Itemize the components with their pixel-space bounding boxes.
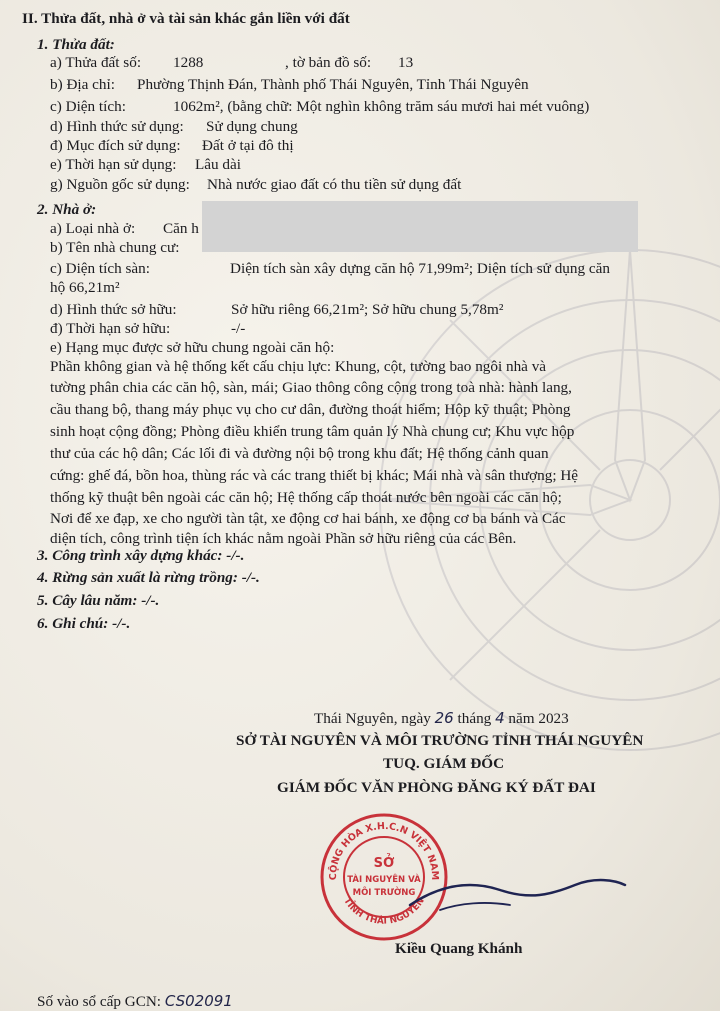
other-construction: 3. Công trình xây dựng khác: -/-. [37, 547, 245, 564]
authority-title: SỞ TÀI NGUYÊN VÀ MÔI TRƯỜNG TỈNH THÁI NGUYÊN [236, 732, 644, 749]
handwritten-signature [400, 855, 630, 935]
purpose-label: đ) Mục đích sử dụng: [50, 137, 181, 154]
term-label: e) Thời hạn sử dụng: [50, 156, 177, 173]
stamp-center-2: TÀI NGUYÊN VÀ [347, 875, 421, 885]
common-items-line: cầu thang bộ, thang máy phục vụ cho cư dân, đường thoát hiểm; Hộp kỹ thuật; Phòng [50, 401, 571, 418]
house-heading: 2. Nhà ở: [37, 201, 97, 218]
stamp-bottom-text: TỈNH THÁI NGUYÊN [341, 896, 427, 927]
place-date-prefix: Thái Nguyên, ngày [314, 710, 431, 727]
signer-title: GIÁM ĐỐC VĂN PHÒNG ĐĂNG KÝ ĐẤT ĐAI [277, 779, 596, 796]
purpose-value: Đất ở tại đô thị [202, 137, 294, 154]
ownership-label: d) Hình thức sở hữu: [50, 301, 177, 318]
ownership-term-label: đ) Thời hạn sở hữu: [50, 320, 171, 337]
house-type-value: Căn h [163, 220, 199, 237]
common-items-line: thư của các hộ dân; Các lối đi và đường nội bộ trong khu đất; Hệ thống cảnh quan [50, 445, 549, 462]
common-items-line: Nơi để xe đạp, xe cho người tàn tật, xe động cơ hai bánh, xe động cơ ba bánh và Các [50, 510, 566, 527]
stamp-center-1: SỞ [373, 856, 395, 871]
address-value: Phường Thịnh Đán, Thành phố Thái Nguyên, Tỉnh Thái Nguyên [137, 76, 529, 93]
registry-number: CS02091 [164, 992, 233, 1010]
term-value: Lâu dài [195, 156, 241, 173]
common-items-line: diện tích, công trình tiện ích khác nằm ngoài Phần sở hữu riêng của các Bên. [50, 530, 517, 547]
stamp-ring-text: CỘNG HÒA X.H.C.N VIỆT NAM [327, 820, 441, 881]
area-value: 1062m², (bằng chữ: Một nghìn không trăm sáu mươi hai mét vuông) [173, 98, 590, 115]
common-items-line: thống kỹ thuật bên ngoài các căn hộ; Hệ thống cấp thoát nước bên ngoài các căn hộ; [50, 489, 562, 506]
handwritten-month: 4 [495, 709, 505, 727]
month-label: tháng [457, 710, 492, 727]
floor-area-value-line2: hộ 66,21m² [50, 279, 120, 296]
planted-forest: 4. Rừng sản xuất là rừng trồng: -/-. [37, 569, 260, 586]
use-form-value: Sử dụng chung [206, 118, 298, 135]
stamp-center-3: MÔI TRƯỜNG [352, 888, 416, 898]
redaction-box [202, 201, 638, 252]
map-number: 13 [398, 54, 414, 71]
floor-area-value-line1: Diện tích sàn xây dựng căn hộ 71,99m²; Diện tích sử dụng căn [230, 260, 610, 277]
registry-line [37, 991, 233, 1011]
signer-name: Kiều Quang Khánh [395, 940, 523, 957]
use-form-label: d) Hình thức sử dụng: [50, 118, 184, 135]
perennial-trees: 5. Cây lâu năm: -/-. [37, 592, 160, 609]
land-heading: 1. Thửa đất: [37, 36, 115, 53]
section-title: II. Thửa đất, nhà ở và tài sản khác gắn liền với đất [22, 10, 350, 27]
floor-area-label: c) Diện tích sàn: [50, 260, 150, 277]
area-label: c) Diện tích: [50, 98, 126, 115]
common-items-line: sinh hoạt cộng đồng; Phòng điều khiển trung tâm quản lý Nhà chung cư; Khu vực hộp [50, 423, 575, 440]
parcel-label: a) Thửa đất số: [50, 54, 142, 71]
on-behalf-title: TUQ. GIÁM ĐỐC [383, 755, 505, 772]
map-label: , tờ bản đồ số: [285, 54, 372, 71]
address-label: b) Địa chỉ: [50, 76, 115, 93]
common-items-label: e) Hạng mục được sở hữu chung ngoài căn hộ: [50, 339, 335, 356]
place-date-line [314, 708, 569, 729]
notes: 6. Ghi chú: -/-. [37, 615, 131, 632]
common-items-line: tường phân chia các căn hộ, sàn, mái; Giao thông công cộng trong toà nhà: hành lang, [50, 379, 572, 396]
common-items-line: Phần không gian và hệ thống kết cấu chịu lực: Khung, cột, tường bao ngôi nhà và [50, 358, 547, 375]
parcel-number: 1288 [173, 54, 204, 71]
ownership-value: Sở hữu riêng 66,21m²; Sở hữu chung 5,78m² [231, 301, 504, 318]
handwritten-day: 26 [434, 709, 454, 727]
origin-value: Nhà nước giao đất có thu tiền sử dụng đất [207, 176, 462, 193]
registry-label: Số vào sổ cấp GCN: [37, 993, 162, 1010]
common-items-line: cứng: ghế đá, bồn hoa, thùng rác và các trang thiết bị khác; Mái nhà và sân thượng; Hệ [50, 467, 579, 484]
ownership-term-value: -/- [231, 320, 246, 337]
origin-label: g) Nguồn gốc sử dụng: [50, 176, 190, 193]
year-label: năm 2023 [508, 710, 569, 727]
house-type-label: a) Loại nhà ở: [50, 220, 136, 237]
building-name-label: b) Tên nhà chung cư: [50, 239, 180, 256]
